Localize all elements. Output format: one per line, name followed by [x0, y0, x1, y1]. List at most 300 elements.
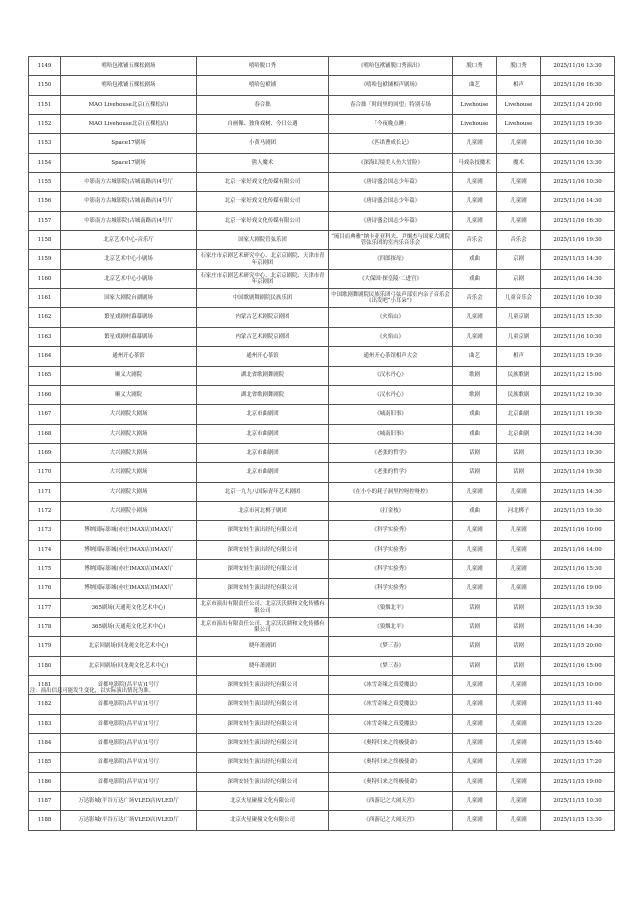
cell-venue: 北京艺术中心小剧场	[61, 250, 197, 269]
cell-date-time: 2025/11/15 10:30	[541, 792, 615, 811]
table-row	[29, 76, 615, 95]
cell-venue: 中影南方古城影院(古城南路店)4号厅	[61, 211, 197, 230]
cell-organizer: 国家大剧院管弦乐团	[197, 231, 329, 250]
cell-genre: 话剧	[497, 656, 541, 675]
cell-venue: 繁星戏剧村幕幕剧场	[61, 327, 197, 346]
cell-row-number: 1174	[29, 540, 61, 559]
cell-category: 儿童剧	[453, 695, 497, 714]
cell-category: 戏曲	[453, 424, 497, 443]
cell-category: 儿童剧	[453, 579, 497, 598]
table-row	[29, 57, 615, 76]
cell-date-time: 2025/11/15 19:00	[541, 772, 615, 791]
footnote: 注：演出信息可能发生变化，以实际演出情况为准。	[30, 688, 154, 694]
cell-row-number: 1162	[29, 308, 61, 327]
cell-program-title: 《汉水丹心》	[329, 385, 453, 404]
cell-program-title: 《嘻哈包袱铺脱口秀演出》	[329, 57, 453, 76]
table-row	[29, 424, 615, 443]
cell-program-title: 《科学实验秀》	[329, 540, 453, 559]
cell-venue: 大兴剧院大剧场	[61, 443, 197, 462]
table-row	[29, 269, 615, 288]
cell-venue: 首都电影院(昌平店)1号厅	[61, 734, 197, 753]
table-row	[29, 115, 615, 134]
cell-program-title: 《匹诺曹成长记》	[329, 134, 453, 153]
cell-date-time: 2025/11/15 15:40	[541, 734, 615, 753]
cell-organizer: 中国歌剧舞剧院民族乐团	[197, 289, 329, 308]
cell-date-time: 2025/11/15 14:30	[541, 250, 615, 269]
cell-row-number: 1173	[29, 521, 61, 540]
cell-venue: 365剧场(天通苑文化艺术中心)	[61, 598, 197, 617]
cell-organizer: 小黄马剧团	[197, 134, 329, 153]
cell-row-number: 1183	[29, 714, 61, 733]
cell-row-number: 1155	[29, 173, 61, 192]
cell-venue: 嘻哈包袱铺五棵松剧场	[61, 57, 197, 76]
cell-date-time: 2025/11/12 14:30	[541, 424, 615, 443]
cell-organizer: 北京市曲剧团	[197, 424, 329, 443]
cell-row-number: 1186	[29, 772, 61, 791]
cell-date-time: 2025/11/16 10:00	[541, 521, 615, 540]
cell-category: Livehouse	[453, 115, 497, 134]
cell-genre: 儿童剧	[497, 772, 541, 791]
cell-date-time: 2025/11/16 10:30	[541, 134, 615, 153]
cell-organizer: 北京火星碰撞文化有限公司	[197, 792, 329, 811]
cell-category: 儿童剧	[453, 676, 497, 695]
cell-venue: 博纳国际影城(亦庄IMAX店)IMAX厅	[61, 579, 197, 598]
cell-program-title: 《冰雪奇缘之真爱魔法》	[329, 695, 453, 714]
cell-row-number: 1175	[29, 559, 61, 578]
table-row	[29, 792, 615, 811]
cell-genre: 话剧	[497, 617, 541, 636]
cell-venue: 大兴剧院大剧场	[61, 463, 197, 482]
cell-program-title: 「今夜晚点睡」	[329, 115, 453, 134]
table-row	[29, 134, 615, 153]
cell-genre: 儿童剧	[497, 811, 541, 830]
table-row	[29, 579, 615, 598]
cell-genre: 儿童剧	[497, 173, 541, 192]
cell-genre: 儿童剧	[497, 540, 541, 559]
cell-row-number: 1178	[29, 617, 61, 636]
cell-organizer: 深圳安娃生演出经纪有限公司	[197, 676, 329, 695]
cell-category: 话剧	[453, 463, 497, 482]
cell-row-number: 1163	[29, 327, 61, 346]
cell-genre: 北京曲剧	[497, 405, 541, 424]
cell-program-title: 《科学实验秀》	[329, 521, 453, 540]
cell-program-title: 《火焰山》	[329, 327, 453, 346]
cell-row-number: 1164	[29, 347, 61, 366]
cell-date-time: 2025/11/15 15:30	[541, 308, 615, 327]
cell-row-number: 1187	[29, 792, 61, 811]
cell-venue: 大兴剧院大剧场	[61, 482, 197, 501]
table-row	[29, 695, 615, 714]
cell-genre: 儿童剧	[497, 192, 541, 211]
cell-program-title: 《唐诗盛会国志少年篇》	[329, 211, 453, 230]
cell-category: 话剧	[453, 598, 497, 617]
cell-organizer: 北京一家好戏文化传媒有限公司	[197, 192, 329, 211]
cell-organizer: 北京市曲剧团	[197, 463, 329, 482]
cell-venue: 北京艺术中心小剧场	[61, 269, 197, 288]
cell-genre: 儿童剧	[497, 753, 541, 772]
cell-program-title: 《老张的哲学》	[329, 463, 453, 482]
table-row	[29, 211, 615, 230]
cell-venue: 繁星戏剧村幕幕剧场	[61, 308, 197, 327]
cell-organizer: 内蒙古艺术剧院京剧团	[197, 327, 329, 346]
cell-organizer: 嘻哈包袱铺	[197, 76, 329, 95]
cell-row-number: 1166	[29, 385, 61, 404]
cell-date-time: 2025/11/16 14:30	[541, 269, 615, 288]
cell-venue: 通州开心茶馆	[61, 347, 197, 366]
table-row	[29, 501, 615, 520]
table-row	[29, 192, 615, 211]
cell-program-title: 《在小小的耗子洞里控呀控呀控》	[329, 482, 453, 501]
table-row	[29, 559, 615, 578]
cell-program-title: 《深海幻境美人鱼大冒险》	[329, 153, 453, 172]
cell-organizer: 深圳安娃生演出经纪有限公司	[197, 540, 329, 559]
cell-category: 儿童剧	[453, 734, 497, 753]
cell-date-time: 2025/11/15 19:30	[541, 347, 615, 366]
cell-program-title: 《老张的哲学》	[329, 443, 453, 462]
cell-program-title: 中国歌剧舞剧院民族乐团弓弦声部室内亲子音乐会《出发吧“小耳朵”》	[329, 289, 453, 308]
cell-category: 戏曲	[453, 501, 497, 520]
table-row	[29, 327, 615, 346]
cell-venue: 大兴剧院大剧场	[61, 405, 197, 424]
cell-organizer: 深圳安娃生演出经纪有限公司	[197, 579, 329, 598]
cell-date-time: 2025/11/15 19:30	[541, 115, 615, 134]
cell-row-number: 1159	[29, 250, 61, 269]
cell-program-title: 《西游记之大闹天宫》	[329, 792, 453, 811]
cell-program-title: 《科学实验秀》	[329, 579, 453, 598]
cell-organizer: 熊人魔术	[197, 153, 329, 172]
cell-category: 儿童剧	[453, 540, 497, 559]
cell-program-title: 《冰雪奇缘之真爱魔法》	[329, 676, 453, 695]
cell-program-title: 《梦三春》	[329, 656, 453, 675]
cell-venue: 万达影城(平谷万达广场VLED店)VLED厅	[61, 811, 197, 830]
cell-date-time: 2025/11/12 15:00	[541, 366, 615, 385]
cell-category: 儿童剧	[453, 192, 497, 211]
cell-date-time: 2025/11/16 15:00	[541, 656, 615, 675]
cell-category: 话剧	[453, 443, 497, 462]
cell-genre: 京剧	[497, 269, 541, 288]
cell-genre: 脱口秀	[497, 57, 541, 76]
cell-venue: 北京艺术中心-音乐厅	[61, 231, 197, 250]
table-row	[29, 250, 615, 269]
cell-genre: 话剧	[497, 463, 541, 482]
cell-program-title: 《唐诗盛会国志少年篇》	[329, 173, 453, 192]
cell-date-time: 2025/11/15 19:30	[541, 501, 615, 520]
cell-program-title: 《火焰山》	[329, 308, 453, 327]
cell-genre: 儿童音乐会	[497, 289, 541, 308]
cell-venue: 博纳国际影城(亦庄IMAX店)IMAX厅	[61, 540, 197, 559]
cell-program-title: 通州开心茶馆相声大会	[329, 347, 453, 366]
cell-category: 音乐会	[453, 231, 497, 250]
cell-genre: 京剧	[497, 250, 541, 269]
cell-date-time: 2025/11/16 19:00	[541, 579, 615, 598]
cell-program-title: 《西游记之大闹天宫》	[329, 811, 453, 830]
cell-row-number: 1165	[29, 366, 61, 385]
table-row	[29, 153, 615, 172]
cell-row-number: 1188	[29, 811, 61, 830]
cell-row-number: 1149	[29, 57, 61, 76]
cell-category: 儿童剧	[453, 792, 497, 811]
table-row	[29, 231, 615, 250]
cell-date-time: 2025/11/15 20:00	[541, 637, 615, 656]
cell-genre: 魔术	[497, 153, 541, 172]
cell-venue: 大兴剧院大剧场	[61, 424, 197, 443]
cell-genre: 北京曲剧	[497, 424, 541, 443]
table-row	[29, 598, 615, 617]
cell-row-number: 1168	[29, 424, 61, 443]
cell-genre: 儿童剧	[497, 734, 541, 753]
cell-organizer: 湖北省歌剧舞剧院	[197, 366, 329, 385]
cell-organizer: 北京一家好戏文化传媒有限公司	[197, 211, 329, 230]
cell-venue: Space17剧场	[61, 153, 197, 172]
cell-date-time: 2025/11/16 13:30	[541, 57, 615, 76]
cell-organizer: 石家庄市京剧艺术研究中心、北京京剧院、天津市青年京剧团	[197, 250, 329, 269]
cell-category: 歌剧	[453, 385, 497, 404]
cell-date-time: 2025/11/11 19:30	[541, 405, 615, 424]
cell-date-time: 2025/11/15 19:30	[541, 598, 615, 617]
cell-venue: 首都电影院(昌平店)1号厅	[61, 753, 197, 772]
cell-date-time: 2025/11/15 10:00	[541, 676, 615, 695]
cell-row-number: 1176	[29, 579, 61, 598]
cell-date-time: 2025/11/16 15:30	[541, 559, 615, 578]
cell-genre: 民族歌剧	[497, 366, 541, 385]
cell-category: 儿童剧	[453, 772, 497, 791]
cell-organizer: 深圳安娃生演出经纪有限公司	[197, 695, 329, 714]
table-row	[29, 753, 615, 772]
cell-date-time: 2025/11/12 19:30	[541, 385, 615, 404]
cell-date-time: 2025/11/16 19:30	[541, 231, 615, 250]
cell-organizer: 春合拙	[197, 95, 329, 114]
schedule-table-body	[29, 57, 615, 831]
cell-genre: 音乐会	[497, 231, 541, 250]
cell-category: 话剧	[453, 656, 497, 675]
cell-genre: Livehouse	[497, 115, 541, 134]
cell-program-title: 春合拙「时间里的回望」特别专场	[329, 95, 453, 114]
table-row	[29, 173, 615, 192]
cell-category: 音乐会	[453, 289, 497, 308]
cell-row-number: 1160	[29, 269, 61, 288]
cell-organizer: 深圳安娃生演出经纪有限公司	[197, 734, 329, 753]
cell-category: 马戏杂技魔术	[453, 153, 497, 172]
cell-category: 儿童剧	[453, 327, 497, 346]
cell-row-number: 1184	[29, 734, 61, 753]
cell-venue: 中影南方古城影院(古城南路店)4号厅	[61, 192, 197, 211]
table-row	[29, 714, 615, 733]
cell-genre: 话剧	[497, 443, 541, 462]
cell-category: 话剧	[453, 617, 497, 636]
cell-genre: 儿童剧	[497, 482, 541, 501]
cell-row-number: 1152	[29, 115, 61, 134]
cell-genre: 相声	[497, 76, 541, 95]
cell-venue: 顺义大剧院	[61, 385, 197, 404]
table-row	[29, 366, 615, 385]
table-row	[29, 656, 615, 675]
cell-program-title: 《科学实验秀》	[329, 559, 453, 578]
cell-genre: 儿童剧	[497, 211, 541, 230]
cell-date-time: 2025/11/16 14:30	[541, 617, 615, 636]
cell-organizer: 北京市演出有限责任公司、北京沃沃鼎和文化传播有限公司	[197, 617, 329, 636]
cell-row-number: 1182	[29, 695, 61, 714]
table-row	[29, 95, 615, 114]
cell-row-number: 1156	[29, 192, 61, 211]
cell-category: Livehouse	[453, 95, 497, 114]
cell-category: 儿童剧	[453, 753, 497, 772]
cell-genre: 民族歌剧	[497, 385, 541, 404]
cell-organizer: 晓年萧剧团	[197, 656, 329, 675]
cell-row-number: 1172	[29, 501, 61, 520]
cell-genre: 儿童京剧	[497, 308, 541, 327]
cell-date-time: 2025/11/16 14:30	[541, 192, 615, 211]
cell-program-title: 《城南旧事》	[329, 424, 453, 443]
table-row	[29, 734, 615, 753]
cell-venue: 首都电影院(昌平店)1号厅	[61, 695, 197, 714]
cell-organizer: 自画像、独角戏树、今日公遇	[197, 115, 329, 134]
cell-date-time: 2025/11/16 10:30	[541, 173, 615, 192]
cell-row-number: 1157	[29, 211, 61, 230]
cell-genre: 话剧	[497, 637, 541, 656]
cell-venue: MAO Livehouse北京(五棵松店)	[61, 115, 197, 134]
cell-row-number: 1185	[29, 753, 61, 772]
cell-category: 儿童剧	[453, 559, 497, 578]
cell-genre: 儿童剧	[497, 134, 541, 153]
cell-program-title: 《嘻哈包袱铺相声剧场》	[329, 76, 453, 95]
table-row	[29, 772, 615, 791]
cell-date-time: 2025/11/16 10:30	[541, 289, 615, 308]
cell-row-number: 1170	[29, 463, 61, 482]
cell-category: 曲艺	[453, 347, 497, 366]
cell-category: 儿童剧	[453, 308, 497, 327]
cell-genre: 儿童剧	[497, 714, 541, 733]
cell-category: 戏曲	[453, 269, 497, 288]
cell-venue: 首都电影院(昌平店)1号厅	[61, 714, 197, 733]
cell-venue: MAO Livehouse北京(五棵松店)	[61, 95, 197, 114]
cell-venue: 博纳国际影城(亦庄IMAX店)IMAX厅	[61, 559, 197, 578]
cell-genre: 儿童剧	[497, 521, 541, 540]
performance-schedule-table	[28, 56, 615, 831]
cell-program-title: 《梦三春》	[329, 637, 453, 656]
cell-genre: 话剧	[497, 598, 541, 617]
cell-organizer: 北京市河北梆子剧团	[197, 501, 329, 520]
cell-row-number: 1181	[29, 676, 61, 695]
table-row	[29, 540, 615, 559]
table-row	[29, 521, 615, 540]
cell-row-number: 1169	[29, 443, 61, 462]
cell-date-time: 2025/11/15 13:30	[541, 811, 615, 830]
cell-date-time: 2025/11/16 13:30	[541, 153, 615, 172]
table-row	[29, 811, 615, 830]
cell-organizer: 通州开心茶馆	[197, 347, 329, 366]
table-row	[29, 289, 615, 308]
cell-date-time: 2025/11/15 11:40	[541, 695, 615, 714]
cell-organizer: 深圳安娃生演出经纪有限公司	[197, 753, 329, 772]
cell-program-title: 《大保国·探皇陵·二进宫》	[329, 269, 453, 288]
table-row	[29, 637, 615, 656]
cell-category: 儿童剧	[453, 811, 497, 830]
cell-date-time: 2025/11/15 17:20	[541, 753, 615, 772]
cell-row-number: 1180	[29, 656, 61, 675]
cell-organizer: 北京一九九八国际青年艺术剧团	[197, 482, 329, 501]
cell-venue: 首都电影院(昌平店)1号厅	[61, 772, 197, 791]
cell-program-title: 《打金枝》	[329, 501, 453, 520]
cell-category: 歌剧	[453, 366, 497, 385]
cell-category: 曲艺	[453, 76, 497, 95]
cell-row-number: 1151	[29, 95, 61, 114]
cell-organizer: 深圳安娃生演出经纪有限公司	[197, 772, 329, 791]
cell-row-number: 1179	[29, 637, 61, 656]
cell-genre: 儿童剧	[497, 559, 541, 578]
cell-row-number: 1150	[29, 76, 61, 95]
cell-category: 脱口秀	[453, 57, 497, 76]
cell-row-number: 1158	[29, 231, 61, 250]
cell-row-number: 1154	[29, 153, 61, 172]
cell-organizer: 北京市曲剧团	[197, 405, 329, 424]
cell-program-title: 《唐诗盛会国志少年篇》	[329, 192, 453, 211]
table-row	[29, 347, 615, 366]
cell-category: 儿童剧	[453, 134, 497, 153]
cell-category: 儿童剧	[453, 482, 497, 501]
cell-genre: 儿童剧	[497, 792, 541, 811]
cell-venue: 国家大剧院台湖剧场	[61, 289, 197, 308]
cell-program-title: 《冰雪奇缘之真爱魔法》	[329, 714, 453, 733]
cell-program-title: 《汉水丹心》	[329, 366, 453, 385]
table-row	[29, 443, 615, 462]
cell-organizer: 深圳安娃生演出经纪有限公司	[197, 559, 329, 578]
cell-date-time: 2025/11/16 16:30	[541, 76, 615, 95]
cell-genre: 相声	[497, 347, 541, 366]
cell-venue: 中影南方古城影院(古城南路店)4号厅	[61, 173, 197, 192]
cell-row-number: 1167	[29, 405, 61, 424]
cell-date-time: 2025/11/13 19:30	[541, 443, 615, 462]
cell-venue: 北京回剧场(回龙观文化艺术中心)	[61, 637, 197, 656]
cell-date-time: 2025/11/14 20:00	[541, 95, 615, 114]
cell-row-number: 1153	[29, 134, 61, 153]
cell-genre: 河北梆子	[497, 501, 541, 520]
cell-venue: 首都电影院(昌平店)1号厅	[61, 676, 197, 695]
cell-venue: 顺义大剧院	[61, 366, 197, 385]
cell-program-title: 《狼烟北平》	[329, 617, 453, 636]
cell-program-title: “琉目而典雅”纳卡亚亚科夫、尹炯杰与国家大剧院管弦乐团的室内乐音乐会	[329, 231, 453, 250]
table-row	[29, 308, 615, 327]
cell-category: 话剧	[453, 637, 497, 656]
cell-venue: 博纳国际影城(亦庄IMAX店)IMAX厅	[61, 521, 197, 540]
cell-program-title: 《四郎探母》	[329, 250, 453, 269]
cell-venue: Space17剧场	[61, 134, 197, 153]
cell-category: 儿童剧	[453, 521, 497, 540]
table-row	[29, 405, 615, 424]
cell-organizer: 内蒙古艺术剧院京剧团	[197, 308, 329, 327]
cell-organizer: 嘻哈脱口秀	[197, 57, 329, 76]
table-row	[29, 482, 615, 501]
table-row	[29, 385, 615, 404]
cell-date-time: 2025/11/16 14:00	[541, 540, 615, 559]
cell-venue: 大兴剧院小剧场	[61, 501, 197, 520]
cell-category: 戏曲	[453, 405, 497, 424]
cell-category: 儿童剧	[453, 714, 497, 733]
cell-organizer: 湖北省歌剧舞剧院	[197, 385, 329, 404]
table-row	[29, 617, 615, 636]
cell-genre: 儿童剧	[497, 676, 541, 695]
cell-program-title: 《狼烟北平》	[329, 598, 453, 617]
cell-venue: 北京回剧场(回龙观文化艺术中心)	[61, 656, 197, 675]
cell-organizer: 深圳安娃生演出经纪有限公司	[197, 521, 329, 540]
table-row	[29, 463, 615, 482]
cell-category: 儿童剧	[453, 211, 497, 230]
cell-organizer: 北京市演出有限责任公司、北京沃沃鼎和文化传播有限公司	[197, 598, 329, 617]
cell-genre: 儿童剧	[497, 695, 541, 714]
cell-category: 戏曲	[453, 250, 497, 269]
cell-program-title: 《奥特归来之终极使命》	[329, 753, 453, 772]
cell-genre: 儿童剧	[497, 579, 541, 598]
cell-date-time: 2025/11/16 10:30	[541, 327, 615, 346]
